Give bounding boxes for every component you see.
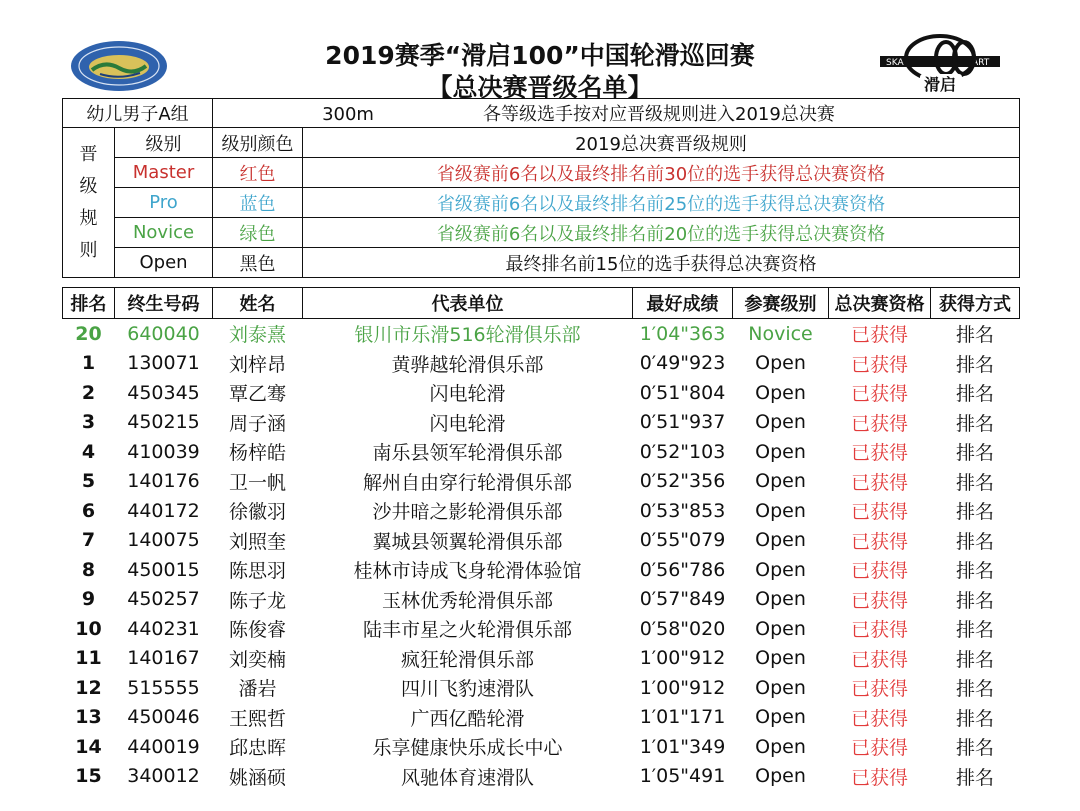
status-cell: 已获得 [850, 442, 908, 465]
name-cell: 刘照奎 [228, 530, 286, 553]
table-row [63, 437, 1020, 467]
id-cell: 140176 [127, 470, 200, 493]
status-cell: 已获得 [850, 737, 908, 760]
unit-cell: 疯狂轮滑俱乐部 [400, 648, 534, 671]
status-cell: 已获得 [850, 707, 908, 730]
unit-cell: 翼城县领翼轮滑俱乐部 [372, 530, 563, 553]
how-cell: 排名 [955, 619, 994, 642]
status-cell: 已获得 [850, 678, 908, 701]
how-cell: 排名 [955, 648, 994, 671]
name-cell: 杨梓皓 [228, 442, 286, 465]
name-cell: 陈俊睿 [228, 619, 286, 642]
id-cell: 140075 [127, 529, 200, 552]
table-row [63, 467, 1020, 497]
name-cell: 陈子龙 [228, 589, 286, 612]
results-table [62, 287, 1020, 791]
rule-color: 绿色 [213, 218, 303, 248]
level-cell: Open [755, 440, 806, 463]
how-cell: 排名 [955, 412, 994, 435]
how-cell: 排名 [955, 353, 994, 376]
group-note [213, 99, 1020, 128]
how-cell: 排名 [955, 324, 994, 347]
unit-cell: 乐享健康快乐成长中心 [372, 737, 563, 760]
page-title: 2019赛季“滑启100”中国轮滑巡回赛 [325, 41, 755, 70]
rule-level: Master [115, 158, 213, 188]
rank-cell: 8 [81, 558, 96, 581]
id-cell: 440019 [127, 735, 200, 758]
rank-cell: 7 [81, 529, 96, 552]
status-cell: 已获得 [850, 766, 908, 789]
level-cell: Open [755, 735, 806, 758]
unit-cell: 陆丰市星之火轮滑俱乐部 [362, 619, 572, 642]
page-subtitle: 【总决赛晋级名单】 [427, 73, 653, 102]
how-cell: 排名 [955, 560, 994, 583]
level-cell: Novice [748, 322, 813, 345]
rules-header-rule: 2019总决赛晋级规则 [303, 128, 1020, 158]
col-name: 姓名 [213, 288, 303, 319]
col-unit: 代表单位 [303, 288, 633, 319]
unit-cell: 四川飞豹速滑队 [400, 678, 534, 701]
table-row [63, 319, 1020, 349]
rule-row-novice [63, 218, 1020, 248]
rank-cell: 2 [81, 381, 96, 404]
status-cell: 已获得 [850, 560, 908, 583]
rank-cell: 12 [75, 676, 102, 699]
how-cell: 排名 [955, 766, 994, 789]
unit-cell: 广西亿酷轮滑 [410, 707, 525, 730]
id-cell: 410039 [127, 440, 200, 463]
table-row [63, 762, 1020, 792]
col-best: 最好成绩 [633, 288, 733, 319]
rules-side-label: 晋 级 规 则 [63, 128, 115, 278]
unit-cell: 南乐县领军轮滑俱乐部 [372, 442, 563, 465]
level-cell: Open [755, 352, 806, 375]
table-row [63, 378, 1020, 408]
how-cell: 排名 [955, 383, 994, 406]
group-name: 幼儿男子A组 [63, 99, 213, 128]
best-cell: 0′49"923 [639, 352, 726, 375]
rule-level: Pro [115, 188, 213, 218]
level-cell: Open [755, 558, 806, 581]
best-cell: 0′51"937 [639, 411, 726, 434]
best-cell: 0′51"804 [639, 381, 726, 404]
status-cell: 已获得 [850, 530, 908, 553]
rank-cell: 1 [81, 352, 96, 375]
name-cell: 徐徽羽 [228, 501, 286, 524]
id-cell: 450345 [127, 381, 200, 404]
col-id: 终生号码 [115, 288, 213, 319]
status-cell: 已获得 [850, 383, 908, 406]
best-cell: 1′04"363 [639, 322, 726, 345]
id-cell: 130071 [127, 352, 200, 375]
rule-level: Open [115, 248, 213, 278]
status-cell: 已获得 [850, 648, 908, 671]
table-row [63, 703, 1020, 733]
how-cell: 排名 [955, 442, 994, 465]
rule-level: Novice [115, 218, 213, 248]
col-rank: 排名 [63, 288, 115, 319]
best-cell: 0′58"020 [639, 617, 726, 640]
logo-text-right: ART [972, 58, 990, 68]
rank-cell: 9 [81, 588, 96, 611]
level-cell: Open [755, 529, 806, 552]
name-cell: 王熙哲 [228, 707, 286, 730]
best-cell: 1′01"349 [639, 735, 726, 758]
col-level: 参赛级别 [733, 288, 829, 319]
rank-cell: 5 [81, 470, 96, 493]
logo-text-left: SKA [886, 58, 904, 68]
id-cell: 450257 [127, 588, 200, 611]
rule-text: 省级赛前6名以及最终排名前30位的选手获得总决赛资格 [303, 158, 1020, 188]
col-status: 总决赛资格 [829, 288, 931, 319]
rules-header-level: 级别 [115, 128, 213, 158]
logo-text-cn: 滑启 [924, 75, 957, 94]
rank-cell: 3 [81, 411, 96, 434]
group-note-text: 各等级选手按对应晋级规则进入2019总决赛 [483, 104, 835, 125]
rank-cell: 11 [75, 647, 102, 670]
rank-cell: 6 [81, 499, 96, 522]
best-cell: 0′52"356 [639, 470, 726, 493]
rule-text: 省级赛前6名以及最终排名前20位的选手获得总决赛资格 [303, 218, 1020, 248]
status-cell: 已获得 [850, 619, 908, 642]
id-cell: 340012 [127, 765, 200, 788]
rank-cell: 14 [75, 735, 102, 758]
table-row [63, 408, 1020, 438]
level-cell: Open [755, 411, 806, 434]
unit-cell: 桂林市诗成飞身轮滑体验馆 [353, 560, 582, 583]
rule-text: 最终排名前15位的选手获得总决赛资格 [303, 248, 1020, 278]
rule-color: 蓝色 [213, 188, 303, 218]
unit-cell: 风驰体育速滑队 [400, 766, 534, 789]
how-cell: 排名 [955, 737, 994, 760]
level-cell: Open [755, 470, 806, 493]
level-cell: Open [755, 647, 806, 670]
col-how: 获得方式 [931, 288, 1020, 319]
table-row [63, 673, 1020, 703]
table-row [63, 526, 1020, 556]
rank-cell: 13 [75, 706, 102, 729]
name-cell: 刘梓昂 [228, 353, 286, 376]
level-cell: Open [755, 765, 806, 788]
id-cell: 450215 [127, 411, 200, 434]
unit-cell: 闪电轮滑 [429, 383, 506, 406]
table-row [63, 644, 1020, 674]
id-cell: 140167 [127, 647, 200, 670]
unit-cell: 沙井暗之影轮滑俱乐部 [372, 501, 563, 524]
id-cell: 515555 [127, 676, 200, 699]
level-cell: Open [755, 381, 806, 404]
results-header-row [63, 288, 1020, 319]
rank-cell: 15 [75, 765, 102, 788]
how-cell: 排名 [955, 678, 994, 701]
rank-cell: 20 [75, 322, 102, 345]
id-cell: 450015 [127, 558, 200, 581]
best-cell: 1′05"491 [639, 765, 726, 788]
rule-color: 红色 [213, 158, 303, 188]
best-cell: 0′53"853 [639, 499, 726, 522]
how-cell: 排名 [955, 707, 994, 730]
name-cell: 潘岩 [238, 678, 277, 701]
how-cell: 排名 [955, 589, 994, 612]
table-row [63, 349, 1020, 379]
table-row [63, 732, 1020, 762]
best-cell: 0′57"849 [639, 588, 726, 611]
table-row [63, 496, 1020, 526]
best-cell: 0′52"103 [639, 440, 726, 463]
level-cell: Open [755, 588, 806, 611]
how-cell: 排名 [955, 530, 994, 553]
unit-cell: 黄骅越轮滑俱乐部 [391, 353, 544, 376]
name-cell: 姚涵硕 [228, 766, 286, 789]
rule-text: 省级赛前6名以及最终排名前25位的选手获得总决赛资格 [303, 188, 1020, 218]
results-body [63, 319, 1020, 792]
name-cell: 周子涵 [228, 412, 286, 435]
unit-cell: 闪电轮滑 [429, 412, 506, 435]
rule-row-pro [63, 188, 1020, 218]
rank-cell: 4 [81, 440, 96, 463]
rule-row-open [63, 248, 1020, 278]
table-row [63, 555, 1020, 585]
level-cell: Open [755, 706, 806, 729]
best-cell: 1′01"171 [639, 706, 726, 729]
id-cell: 440172 [127, 499, 200, 522]
name-cell: 覃乙骞 [228, 383, 286, 406]
status-cell: 已获得 [850, 471, 908, 494]
unit-cell: 银川市乐滑516轮滑俱乐部 [354, 324, 581, 347]
how-cell: 排名 [955, 471, 994, 494]
level-cell: Open [755, 499, 806, 522]
level-cell: Open [755, 617, 806, 640]
unit-cell: 解州自由穿行轮滑俱乐部 [362, 471, 572, 494]
name-cell: 卫一帆 [228, 471, 286, 494]
table-row [63, 614, 1020, 644]
rule-row-master [63, 158, 1020, 188]
name-cell: 陈思羽 [228, 560, 286, 583]
best-cell: 1′00"912 [639, 647, 726, 670]
how-cell: 排名 [955, 501, 994, 524]
id-cell: 450046 [127, 706, 200, 729]
rules-header-color: 级别颜色 [213, 128, 303, 158]
group-distance: 300m [322, 104, 374, 125]
name-cell: 邱忠晖 [228, 737, 286, 760]
rule-color: 黑色 [213, 248, 303, 278]
rules-table [62, 98, 1020, 278]
name-cell: 刘泰熹 [228, 324, 286, 347]
status-cell: 已获得 [850, 589, 908, 612]
id-cell: 440231 [127, 617, 200, 640]
status-cell: 已获得 [850, 412, 908, 435]
status-cell: 已获得 [850, 501, 908, 524]
best-cell: 0′56"786 [639, 558, 726, 581]
best-cell: 0′55"079 [639, 529, 726, 552]
level-cell: Open [755, 676, 806, 699]
status-cell: 已获得 [850, 353, 908, 376]
unit-cell: 玉林优秀轮滑俱乐部 [381, 589, 553, 612]
best-cell: 1′00"912 [639, 676, 726, 699]
rank-cell: 10 [75, 617, 102, 640]
table-row [63, 585, 1020, 615]
id-cell: 640040 [127, 322, 200, 345]
status-cell: 已获得 [850, 324, 908, 347]
name-cell: 刘奕楠 [228, 648, 286, 671]
